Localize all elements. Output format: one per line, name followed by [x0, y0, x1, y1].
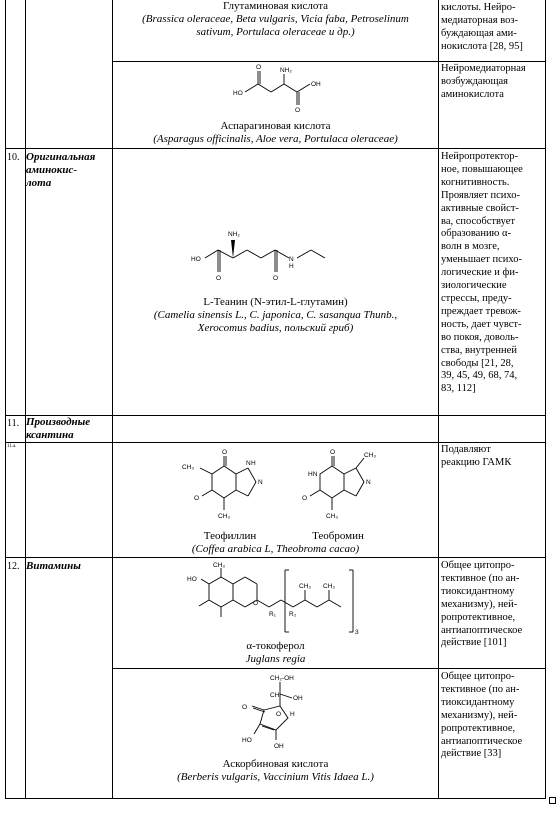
row-header: Оригинальная аминокис- лота [26, 151, 96, 189]
row-divider [5, 148, 545, 149]
atom-label: N [366, 479, 371, 486]
atom-label: HN [308, 471, 318, 478]
description-text: Нейропротектор- ное, повышающее когнитивность. Проявляет психо- активные свойст- ва, способствует образованию α- волн в мозге, уменьшает психо- логические и фи- зиологические стрессы, преду- преждает тревож- ность, дает чувст- во покоя, доволь- ства, внутренней свободы [21, 28, 39, 45, 49, 68, 74, 83, 112] [441, 151, 523, 395]
row-number: 10. [7, 152, 20, 163]
atom-label: OH [274, 743, 284, 750]
atom-label: CH₂-OH [270, 675, 294, 682]
atom-label: N [289, 256, 294, 263]
atom-label: N [258, 479, 263, 486]
atom-label: CH₃ [364, 452, 377, 459]
description-text: Общее цитопро- тективное (по ан- тиоксидантному механизму), ней- ропротективное, антиапоптическое действие [33] [441, 671, 523, 760]
atom-label: R₂ [289, 611, 297, 618]
description-text: Нейромедиаторная возбуждающая аминокислота [441, 63, 526, 100]
row-header: Витамины [26, 560, 81, 572]
row-number: 12. [7, 561, 20, 572]
row-header: Производные ксантина [26, 416, 91, 441]
compound-name: α-токоферол [246, 640, 305, 652]
compound-sources: (Camelia sinensis L., C. japonica, C. sasanqua Thunb., [153, 309, 398, 321]
compound-name: Теофиллин [203, 530, 257, 542]
atom-label: CH₃ [323, 583, 336, 590]
compound-sources: Juglans regia [245, 653, 306, 665]
document-table [5, 0, 545, 799]
col-divider-desc [438, 0, 439, 799]
atom-label: O [194, 495, 200, 502]
atom-label: O [222, 449, 228, 456]
atom-label: O [302, 495, 308, 502]
row-number: 11.a. [7, 444, 17, 449]
atom-label: NH₂ [280, 67, 292, 74]
row-divider [5, 442, 545, 443]
atom-label: O [253, 600, 259, 607]
atom-label: O [295, 107, 301, 114]
atom-label: NH₂ [228, 231, 240, 238]
theanine-structure [185, 222, 365, 292]
atom-label: CH₃ [326, 513, 339, 520]
description-text: кислоты. Нейро- медиаторная воз- буждающая ами- нокислота [28, 95] [441, 2, 523, 52]
atom-label: H [290, 711, 295, 718]
atom-label: H [251, 460, 256, 467]
theophylline-structure [180, 448, 280, 532]
atom-label: CH₃ [218, 513, 231, 520]
aspartic-acid-structure [225, 62, 335, 118]
compound-name: Аскорбиновая кислота [222, 758, 329, 770]
compound-sources: (Brassica oleraceae, Beta vulgaris, Vicia faba, Petroselinum [142, 13, 409, 25]
compound-sources: Xerocomus badius, польский гриб) [197, 322, 354, 334]
atom-label: HO [191, 256, 201, 263]
table-border-bottom [5, 798, 545, 799]
row-divider [5, 557, 545, 558]
table-resize-handle[interactable] [549, 797, 556, 804]
atom-label: H [289, 263, 294, 270]
compound-sources: (Asparagus officinalis, Aloe vera, Portulaca oleraceae) [153, 133, 398, 145]
compound-sources: (Coffea arabica L, Theobroma cacao) [191, 543, 360, 555]
row-number: 11. [7, 418, 20, 429]
table-border-left [5, 0, 6, 799]
tocopherol-structure [185, 562, 385, 640]
theobromine-structure [288, 448, 388, 532]
atom-label: OH [293, 695, 303, 702]
atom-label: O [216, 275, 222, 282]
atom-label: 3 [355, 629, 359, 636]
atom-label: O [242, 704, 248, 711]
atom-label: OH [311, 81, 321, 88]
compound-sources: (Berberis vulgaris, Vaccinium Vitis Idaea L.) [177, 771, 374, 783]
atom-label: HO [233, 90, 243, 97]
compound-name: Аспарагиновая кислота [220, 120, 331, 132]
description-text: Общее цитопро- тективное (по ан- тиоксидантному механизму), ней- ропротективное, антиапоптическое действие [101] [441, 560, 523, 649]
atom-label: CH₃ [213, 562, 226, 569]
atom-label: N [246, 460, 251, 467]
atom-label: R₁ [269, 611, 276, 618]
atom-label: HO [187, 576, 197, 583]
compound-name: Глутаминовая кислота [222, 0, 329, 12]
compound-name: Теобромин [312, 530, 364, 542]
row-divider [112, 668, 545, 669]
atom-label: CH₃ [299, 583, 312, 590]
atom-label: CH [270, 692, 280, 699]
atom-label: O [273, 275, 279, 282]
col-divider-num [25, 0, 26, 799]
atom-label: O [256, 64, 262, 71]
compound-name: L-Теанин (N-этил-L-глутамин) [203, 296, 348, 308]
atom-label: O [330, 449, 336, 456]
atom-label: O [276, 711, 282, 718]
atom-label: HO [242, 737, 252, 744]
description-text: Подавляют реакцию ГАМК [441, 444, 512, 468]
compound-sources: sativum, Portulaca oleraceae и др.) [196, 26, 355, 38]
ascorbic-acid-structure [230, 672, 340, 756]
atom-label: CH₃ [182, 464, 195, 471]
